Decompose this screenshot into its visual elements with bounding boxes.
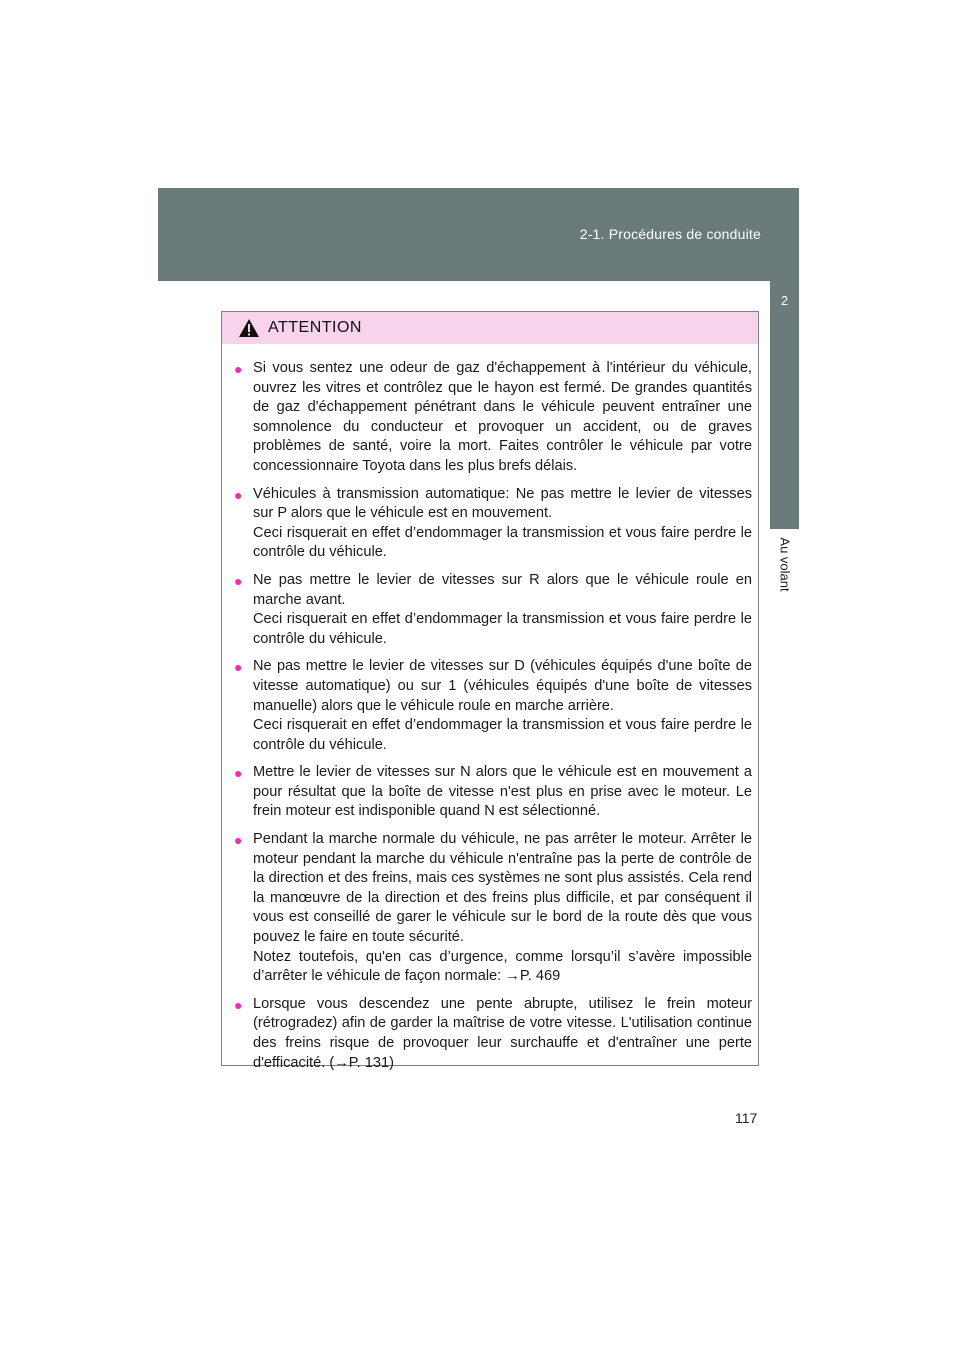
chapter-header-band <box>158 188 799 281</box>
warning-paragraph: Pendant la marche normale du véhicule, ne pas arrêter le moteur. Arrêter le moteur pendant la marche du véhicule n'entraîne pas la perte de contrôle de la direction et des freins, mais ces systèmes ne sont plus assistés. Cela rend la manœuvre de la direction et des freins plus difficile, et par conséquent il vous est conseillé de garer le véhicule sur le bord de la route dès que vous pouvez le faire en toute sécurité. <box>253 831 752 946</box>
warning-paragraph: Ne pas mettre le levier de vitesses sur R alors que le véhicule roule en marche avant. <box>253 571 752 608</box>
bullet-icon: ● <box>234 361 243 377</box>
page-number: 117 <box>735 1110 758 1126</box>
bullet-icon: ● <box>234 572 243 589</box>
warning-box <box>221 311 759 1071</box>
warning-item <box>232 571 752 649</box>
warning-header <box>222 312 758 344</box>
warning-paragraph: Ne pas mettre le levier de vitesses sur D (véhicules équipés d'une boîte de vitesse automatique) ou sur 1 (véhicules équipés d'une boîte de vitesses manuelle) alors que le véhicule roule en marche arrière. <box>253 658 752 714</box>
bullet-icon: ● <box>234 832 243 849</box>
chapter-label: Au volant <box>777 537 793 592</box>
warning-triangle-icon <box>238 318 260 338</box>
bullet-icon: ● <box>234 765 243 782</box>
warning-paragraph: Véhicules à transmission automatique: Ne pas mettre le levier de vitesses sur P alors que le véhicule est en mouvement. <box>253 485 752 522</box>
chapter-tab <box>770 281 799 529</box>
warning-item <box>232 359 752 477</box>
warning-paragraph: Si vous sentez une odeur de gaz d'échappement à l'intérieur du véhicule, ouvrez les vitres et contrôlez que le hayon est fermé. De grandes quantités de gaz d'échappement pénétrant dans le véhicule peuvent entraîner une somnolence du conducteur et provoquer un accident, ou de graves problèmes de santé, voire la mort. Faites contrôler le véhicule par votre concessionnaire Toyota dans les plus brefs délais. <box>253 360 752 474</box>
warning-paragraph: Ceci risquerait en effet d’endommager la transmission et vous faire perdre le contrôle du véhicule. <box>253 524 752 561</box>
warning-item <box>232 657 752 755</box>
warning-paragraph: Ceci risquerait en effet d’endommager la transmission et vous faire perdre le contrôle du véhicule. <box>253 611 752 647</box>
chapter-number: 2 <box>780 293 789 308</box>
warning-paragraph: Mettre le levier de vitesses sur N alors que le véhicule est en mouvement a pour résultat que la boîte de vitesse n'est plus en prise avec le moteur. Le frein moteur est indisponible quand N est sélectionné. <box>253 764 752 820</box>
warning-paragraph: Notez toutefois, qu'en cas d’urgence, comme lorsqu’il s’avère impossible d’arrêter le véhicule de façon normale: →P. 469 <box>253 948 752 985</box>
warning-paragraph: Ceci risquerait en effet d’endommager la transmission et vous faire perdre le contrôle du véhicule. <box>253 717 752 753</box>
bullet-icon: ● <box>234 996 243 1013</box>
warning-item <box>232 830 752 987</box>
warning-list <box>222 344 758 1073</box>
section-title: 2-1. Procédures de conduite <box>579 226 761 242</box>
bullet-icon: ● <box>234 486 243 503</box>
warning-item <box>232 763 752 822</box>
warning-item <box>232 485 752 563</box>
chapter-label-wrap <box>772 529 798 609</box>
warning-item <box>232 995 752 1073</box>
warning-title: ATTENTION <box>268 319 362 336</box>
bullet-icon: ● <box>234 659 243 676</box>
warning-paragraph: Lorsque vous descendez une pente abrupte, utilisez le frein moteur (rétrogradez) afin de garder la maîtrise de votre vitesse. L'utilisation continue des freins risque de provoquer leur surchauffe et d'entraîner une perte d'efficacité. (→P. 131) <box>253 995 752 1071</box>
